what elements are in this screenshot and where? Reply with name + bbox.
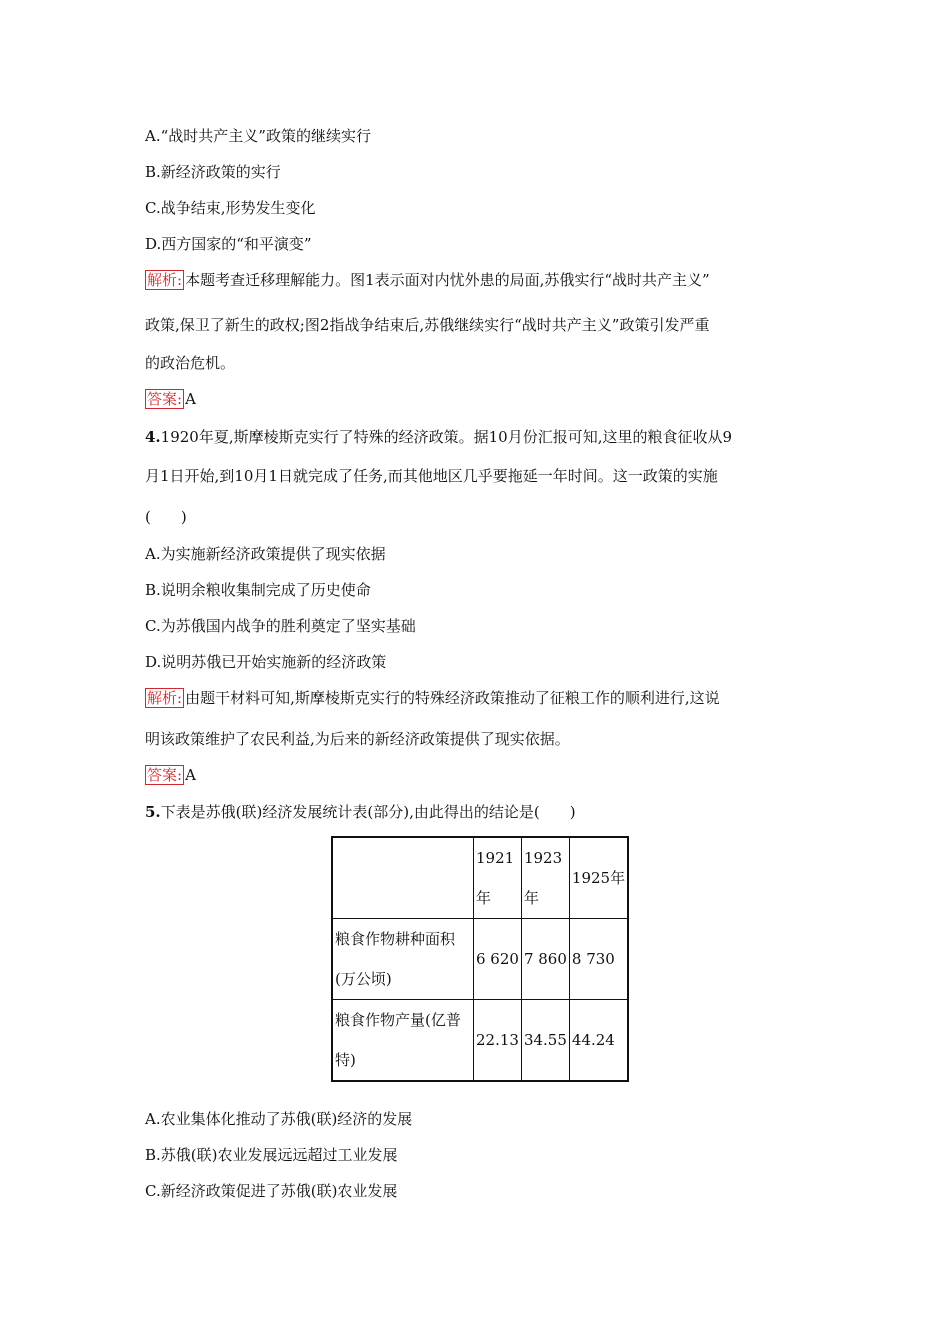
q3-analysis xyxy=(145,270,710,290)
q4-option-d: D.说明苏俄已开始实施新的经济政策 xyxy=(145,653,387,671)
q4-stem-line-3: ( ) xyxy=(145,508,187,526)
q4-analysis-line-1: 由题干材料可知,斯摩棱斯克实行的特殊经济政策推动了征粮工作的顺利进行,这说 xyxy=(185,689,720,707)
table-header-row xyxy=(332,837,628,919)
q3-option-c: C.战争结束,形势发生变化 xyxy=(145,199,316,217)
q4-option-c: C.为苏俄国内战争的胜利奠定了坚实基础 xyxy=(145,617,416,635)
q4-stem-line-1 xyxy=(145,427,732,447)
table-header-cell: 1923年 xyxy=(521,837,569,919)
q5-option-c: C.新经济政策促进了苏俄(联)农业发展 xyxy=(145,1182,398,1200)
q4-answer xyxy=(145,765,196,785)
statistics-table xyxy=(331,836,629,1082)
table-cell: 粮食作物产量(亿普特) xyxy=(332,1000,474,1082)
table-cell: 粮食作物耕种面积(万公顷) xyxy=(332,919,474,1000)
q4-option-b: B.说明余粮收集制完成了历史使命 xyxy=(145,581,371,599)
answer-tag: 答案: xyxy=(147,390,183,408)
q4-option-a: A.为实施新经济政策提供了现实依据 xyxy=(145,545,386,563)
q3-option-d: D.西方国家的“和平演变” xyxy=(145,235,312,253)
answer-tag: 答案: xyxy=(147,766,183,784)
q5-option-a: A.农业集体化推动了苏俄(联)经济的发展 xyxy=(145,1110,413,1128)
table-header-cell xyxy=(332,837,474,919)
q5-stem-text: 下表是苏俄(联)经济发展统计表(部分),由此得出的结论是( ) xyxy=(160,803,576,821)
table-row xyxy=(332,1000,628,1082)
q3-option-b: B.新经济政策的实行 xyxy=(145,163,281,181)
q3-analysis-line-3: 的政治危机。 xyxy=(145,354,236,372)
table-cell: 7 860 xyxy=(521,919,569,1000)
table-cell: 22.13 xyxy=(474,1000,522,1082)
table-cell: 6 620 xyxy=(474,919,522,1000)
table-row xyxy=(332,919,628,1000)
q3-answer-value: A xyxy=(185,390,196,408)
analysis-tag: 解析: xyxy=(147,689,183,707)
q3-analysis-line-1: 本题考查迁移理解能力。图1表示面对内忧外患的局面,苏俄实行“战时共产主义” xyxy=(185,271,710,289)
q3-answer xyxy=(145,389,196,409)
q5-number: 5. xyxy=(145,803,161,821)
q4-stem-line-2: 月1日开始,到10月1日就完成了任务,而其他地区几乎要拖延一年时间。这一政策的实施 xyxy=(145,467,718,485)
table-header-cell: 1925年 xyxy=(569,837,628,919)
q4-analysis-line-2: 明该政策维护了农民利益,为后来的新经济政策提供了现实依据。 xyxy=(145,730,570,748)
q3-analysis-line-2: 政策,保卫了新生的政权;图2指战争结束后,苏俄继续实行“战时共产主义”政策引发严重 xyxy=(145,316,710,334)
table-cell: 44.24 xyxy=(569,1000,628,1082)
q3-option-a: A.“战时共产主义”政策的继续实行 xyxy=(145,127,371,145)
analysis-tag: 解析: xyxy=(147,271,183,289)
q4-analysis xyxy=(145,688,720,708)
table-cell: 34.55 xyxy=(521,1000,569,1082)
q4-answer-value: A xyxy=(185,766,196,784)
q5-stem xyxy=(145,802,576,822)
q5-option-b: B.苏俄(联)农业发展远远超过工业发展 xyxy=(145,1146,398,1164)
q4-stem-text-1: 1920年夏,斯摩棱斯克实行了特殊的经济政策。据10月份汇报可知,这里的粮食征收从9 xyxy=(160,428,733,446)
table-cell: 8 730 xyxy=(569,919,628,1000)
table-header-cell: 1921年 xyxy=(474,837,522,919)
q4-number: 4. xyxy=(145,428,161,446)
